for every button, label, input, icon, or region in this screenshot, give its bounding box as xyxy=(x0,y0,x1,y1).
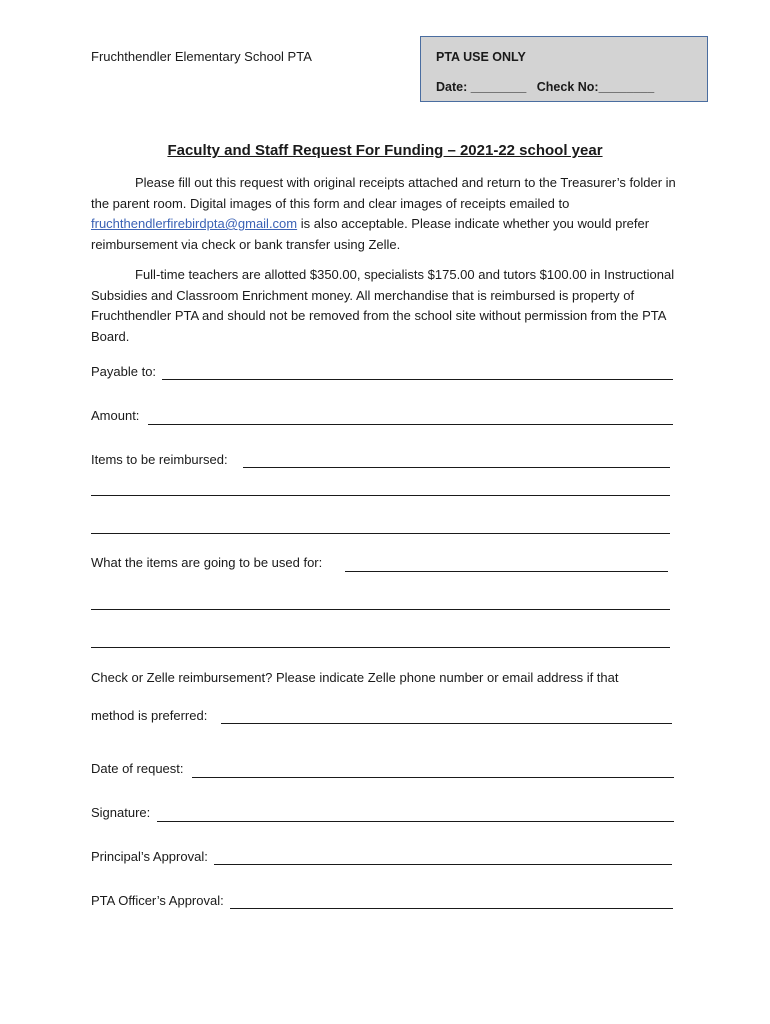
officer-approval-label: PTA Officer’s Approval: xyxy=(91,893,224,908)
usage-line-1[interactable] xyxy=(345,571,668,572)
allotment-text: Full-time teachers are allotted $350.00, specialists $175.00 and tutors $100.00 in Instructional Subsidies and Classroom Enrichment money. All merchandise that is reimbursed is property of Fruchthendler PTA and should not be removed from the school site without permission from the PTA Board. xyxy=(91,267,675,344)
form-title: Faculty and Staff Request For Funding – 2021-22 school year xyxy=(167,142,603,159)
payable-to-line[interactable] xyxy=(162,379,673,380)
intro-paragraph xyxy=(91,173,691,255)
allotment-paragraph xyxy=(91,265,691,347)
method-line[interactable] xyxy=(221,723,672,724)
pta-use-only-box xyxy=(420,36,708,102)
principal-approval-label: Principal’s Approval: xyxy=(91,849,208,864)
signature-line[interactable] xyxy=(157,821,674,822)
intro-text-1: Please fill out this request with original receipts attached and return to the Treasurer’s folder in the parent room. Digital images of this form and clear images of receipts emailed to xyxy=(91,175,676,211)
reimbursement-question: Check or Zelle reimbursement? Please indicate Zelle phone number or email address if that xyxy=(91,670,619,685)
date-line[interactable] xyxy=(192,777,674,778)
method-label: method is preferred: xyxy=(91,708,208,723)
pta-use-only-title: PTA USE ONLY xyxy=(436,50,526,64)
items-label: Items to be reimbursed: xyxy=(91,452,228,467)
signature-label: Signature: xyxy=(91,805,151,820)
principal-approval-line[interactable] xyxy=(214,864,672,865)
usage-label: What the items are going to be used for: xyxy=(91,555,323,570)
items-line-2[interactable] xyxy=(91,495,670,496)
items-line-1[interactable] xyxy=(243,467,670,468)
amount-label: Amount: xyxy=(91,408,140,423)
amount-line[interactable] xyxy=(148,424,673,425)
payable-to-label: Payable to: xyxy=(91,364,157,379)
pta-date-check-fields: Date: ________ Check No:________ xyxy=(436,80,655,94)
intro-text-2: is also acceptable. Please indicate whether you would prefer reimbursement via check or bank transfer using Zelle. xyxy=(91,216,650,252)
email-link[interactable]: fruchthendlerfirebirdpta@gmail.com xyxy=(91,216,298,231)
items-line-3[interactable] xyxy=(91,533,670,534)
school-name: Fruchthendler Elementary School PTA xyxy=(91,49,312,64)
officer-approval-line[interactable] xyxy=(230,908,673,909)
date-label: Date of request: xyxy=(91,761,184,776)
usage-line-3[interactable] xyxy=(91,647,670,648)
usage-line-2[interactable] xyxy=(91,609,670,610)
